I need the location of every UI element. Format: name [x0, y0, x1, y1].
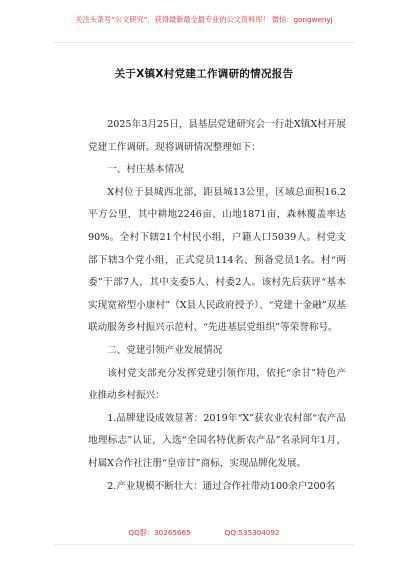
footer-qq: QQ:535304092 [224, 528, 280, 537]
header-divider [54, 42, 354, 43]
paragraph-brand-building: 1.品牌建设成效显著：2019年“X”获农业农村部“农产品地理标志”认证，入选“全国名特优新农产品”名录同年1月，村属X合作社注册“皇帝甘”商标，实现品牌化发展。 [88, 412, 346, 469]
paragraph-intro: 2025年3月25日，县基层党建研究会一行赴X镇X村开展党建工作调研。现将调研情况整理如下： [88, 119, 346, 153]
section-heading-village-overview: 一、村庄基本情况 [107, 164, 184, 176]
header-banner [0, 0, 408, 40]
header-banner-text: 关注头条号“公文研究”，获得最新最全最专业的公文资料库！ 微信：gongwenyj [75, 15, 333, 24]
paragraph-party-industry: 该村党支部充分发挥党建引领作用，依托“余甘”特色产业推动乡村振兴： [88, 367, 346, 402]
document-title: 关于X镇X村党建工作调研的情况报告 [114, 68, 294, 80]
section-heading-party-industry: 二、党建引领产业发展情况 [107, 344, 223, 356]
document-body [88, 114, 346, 498]
footer-divider [54, 544, 354, 545]
footer-contacts [0, 528, 408, 538]
footer-qq-group: QQ群：30265665 [128, 528, 191, 537]
paragraph-industry-scale: 2.产业规模不断壮大：通过合作社带动100余户200名 [107, 480, 336, 492]
paragraph-village-overview: X村位于县城西北部，距县城13公里，区域总面积16.2平方公里，其中耕地2246亩、山地1871亩，森林覆盖率达90%。全村下辖21个村民小组，户籍人口5039人。村党支部下辖3个党小组，正式党员114名、预备党员1名。村“两委”干部7人，其中支委5人、村委2人。该村先后获评“基本实现宽裕型小康村”（X县人民政府授予）、“党建十金融”双基联动服务乡村振兴示范村、“先进基层党组织”等荣誉称号。 [88, 186, 346, 334]
